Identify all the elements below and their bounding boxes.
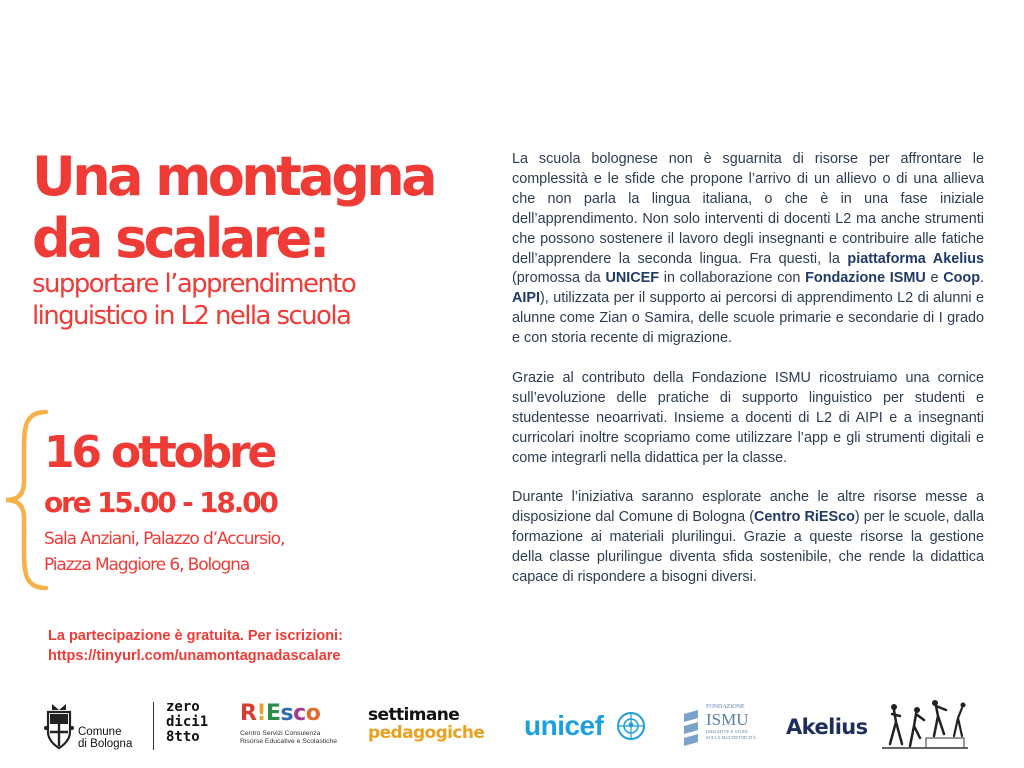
- bologna-coat-of-arms-icon: [44, 702, 74, 750]
- paragraph-1-text-c: in collaborazione con: [659, 270, 806, 287]
- zerodiciotto-line-3: 8tto: [166, 729, 200, 745]
- zerodiciotto-logo: [166, 700, 216, 752]
- registration-text: La partecipazione è gratuita. Per iscrizioni:: [48, 628, 343, 644]
- paragraph-2: Grazie al contributo della Fondazione ISMU ricostruiamo una cornice sull’evoluzione delle pratiche di supporto linguistico per studenti e studentesse neoarrivati. Insieme a docenti di L2 di AIPI e a insegnanti curricolari inoltre scopriamo come utilizzare l’app e gli strumenti digitali e come integrarli nella didattica per la classe.: [512, 369, 984, 466]
- event-time: ore 15.00 - 18.00: [44, 486, 277, 519]
- ismu-line-1: FONDAZIONE: [706, 704, 745, 710]
- subtitle-line-1: supportare l’apprendimento: [32, 269, 356, 299]
- paragraph-1: [512, 150, 984, 349]
- comune-di-bologna-logo: [44, 698, 154, 754]
- logo-separator: [153, 702, 154, 750]
- event-venue: [44, 526, 344, 578]
- riesco-line-1: Centro Servizi Consulenza: [240, 730, 321, 737]
- title-line-2: da scalare:: [32, 207, 327, 270]
- riesco-line-2: Risorse Educative e Scolastiche: [240, 738, 338, 745]
- unicef-mention: UNICEF: [605, 270, 660, 287]
- fondazione-ismu-logo: [680, 702, 770, 752]
- zerodiciotto-line-2: dici1: [166, 714, 209, 730]
- paragraph-1-text-d: e: [925, 270, 944, 287]
- venue-line-1: Sala Anziani, Palazzo d’Accursio,: [44, 529, 285, 549]
- ismu-line-4: SULLA MULTIETNICITÀ: [706, 735, 756, 740]
- ismu-line-3: INIZIATIVE E STUDI: [706, 729, 748, 734]
- paragraph-3-text-a: Durante l’iniziativa saranno esplorate anche le altre risorse messe a disposizione dal Comune di Bologna (: [512, 489, 984, 526]
- title-line-1: Una montagna: [32, 145, 434, 208]
- unicef-logo: [524, 710, 650, 746]
- ismu-mention: Fondazione ISMU: [805, 270, 926, 287]
- akelius-platform-mention: piattaforma Akelius: [847, 250, 984, 267]
- paragraph-1-text-b: (promossa da: [512, 270, 606, 287]
- riesco-mention: Centro RiESco: [754, 509, 855, 526]
- aipi-figures-icon: [878, 698, 972, 754]
- comune-line-1: Comune: [78, 726, 122, 738]
- aipi-mention: AIPI: [512, 290, 540, 307]
- settimane-pedagogiche-logo: [368, 706, 508, 750]
- paragraph-3-text-b: ) per le scuole, dalla formazione ai materiali plurilingui. Grazie a queste risorse la gestione della classe plurilingue diventa sfida sostenibile, che rende la didattica capace di rispondere a bisogni diversi.: [512, 509, 985, 585]
- paragraph-3: [512, 488, 984, 588]
- settimane-line-1: settimane: [368, 705, 460, 725]
- venue-line-2: Piazza Maggiore 6, Bologna: [44, 555, 250, 575]
- paragraph-1-text-f: ), utilizzata per il supporto ai percorsi di apprendimento L2 di alunni e alunne come Zian o Samira, delle scuole primarie e secondarie di I grado e con storia recente di migrazione.: [512, 290, 984, 347]
- description-body: [512, 150, 984, 608]
- registration-link[interactable]: https://tinyurl.com/unamontagnadascalare: [48, 648, 341, 664]
- riesco-logo: R!Esco Centro Servizi Consulenza Risorse Educative e Scolastiche: [240, 700, 360, 754]
- registration-note: [48, 626, 448, 666]
- event-title: [32, 146, 472, 270]
- ismu-line-2: ISMU: [706, 710, 749, 729]
- curly-brace-decoration: [2, 408, 50, 592]
- unicef-globe-icon: [616, 711, 646, 741]
- paragraph-1-text-e: .: [980, 270, 985, 287]
- ismu-figure-icon: [680, 706, 702, 746]
- comune-line-2: di Bologna: [78, 738, 133, 750]
- paragraph-1-text-a: La scuola bolognese non è sguarnita di risorse per affrontare le complessità e le sfide che propone l’arrivo di un allievo o di una allieva che non parla la lingua italiana, o che è in una fase iniziale dell’apprendimento. Non solo interventi di docenti L2 ma anche strumenti che possono sostenere il lavoro degli insegnanti e contribuire alle fatiche dell’apprendere la seconda lingua. Fra questi, la: [512, 151, 984, 267]
- unicef-wordmark: unicef: [524, 710, 604, 741]
- zerodiciotto-line-1: zero: [166, 699, 200, 715]
- akelius-logo: Akelius: [786, 715, 868, 739]
- settimane-line-2: pedagogiche: [368, 723, 485, 743]
- event-date: 16 ottobre: [44, 427, 275, 478]
- event-subtitle: [32, 268, 482, 332]
- subtitle-line-2: linguistico in L2 nella scuola: [32, 301, 351, 331]
- coop-mention: Coop: [943, 270, 981, 287]
- partner-logos: [0, 690, 1024, 760]
